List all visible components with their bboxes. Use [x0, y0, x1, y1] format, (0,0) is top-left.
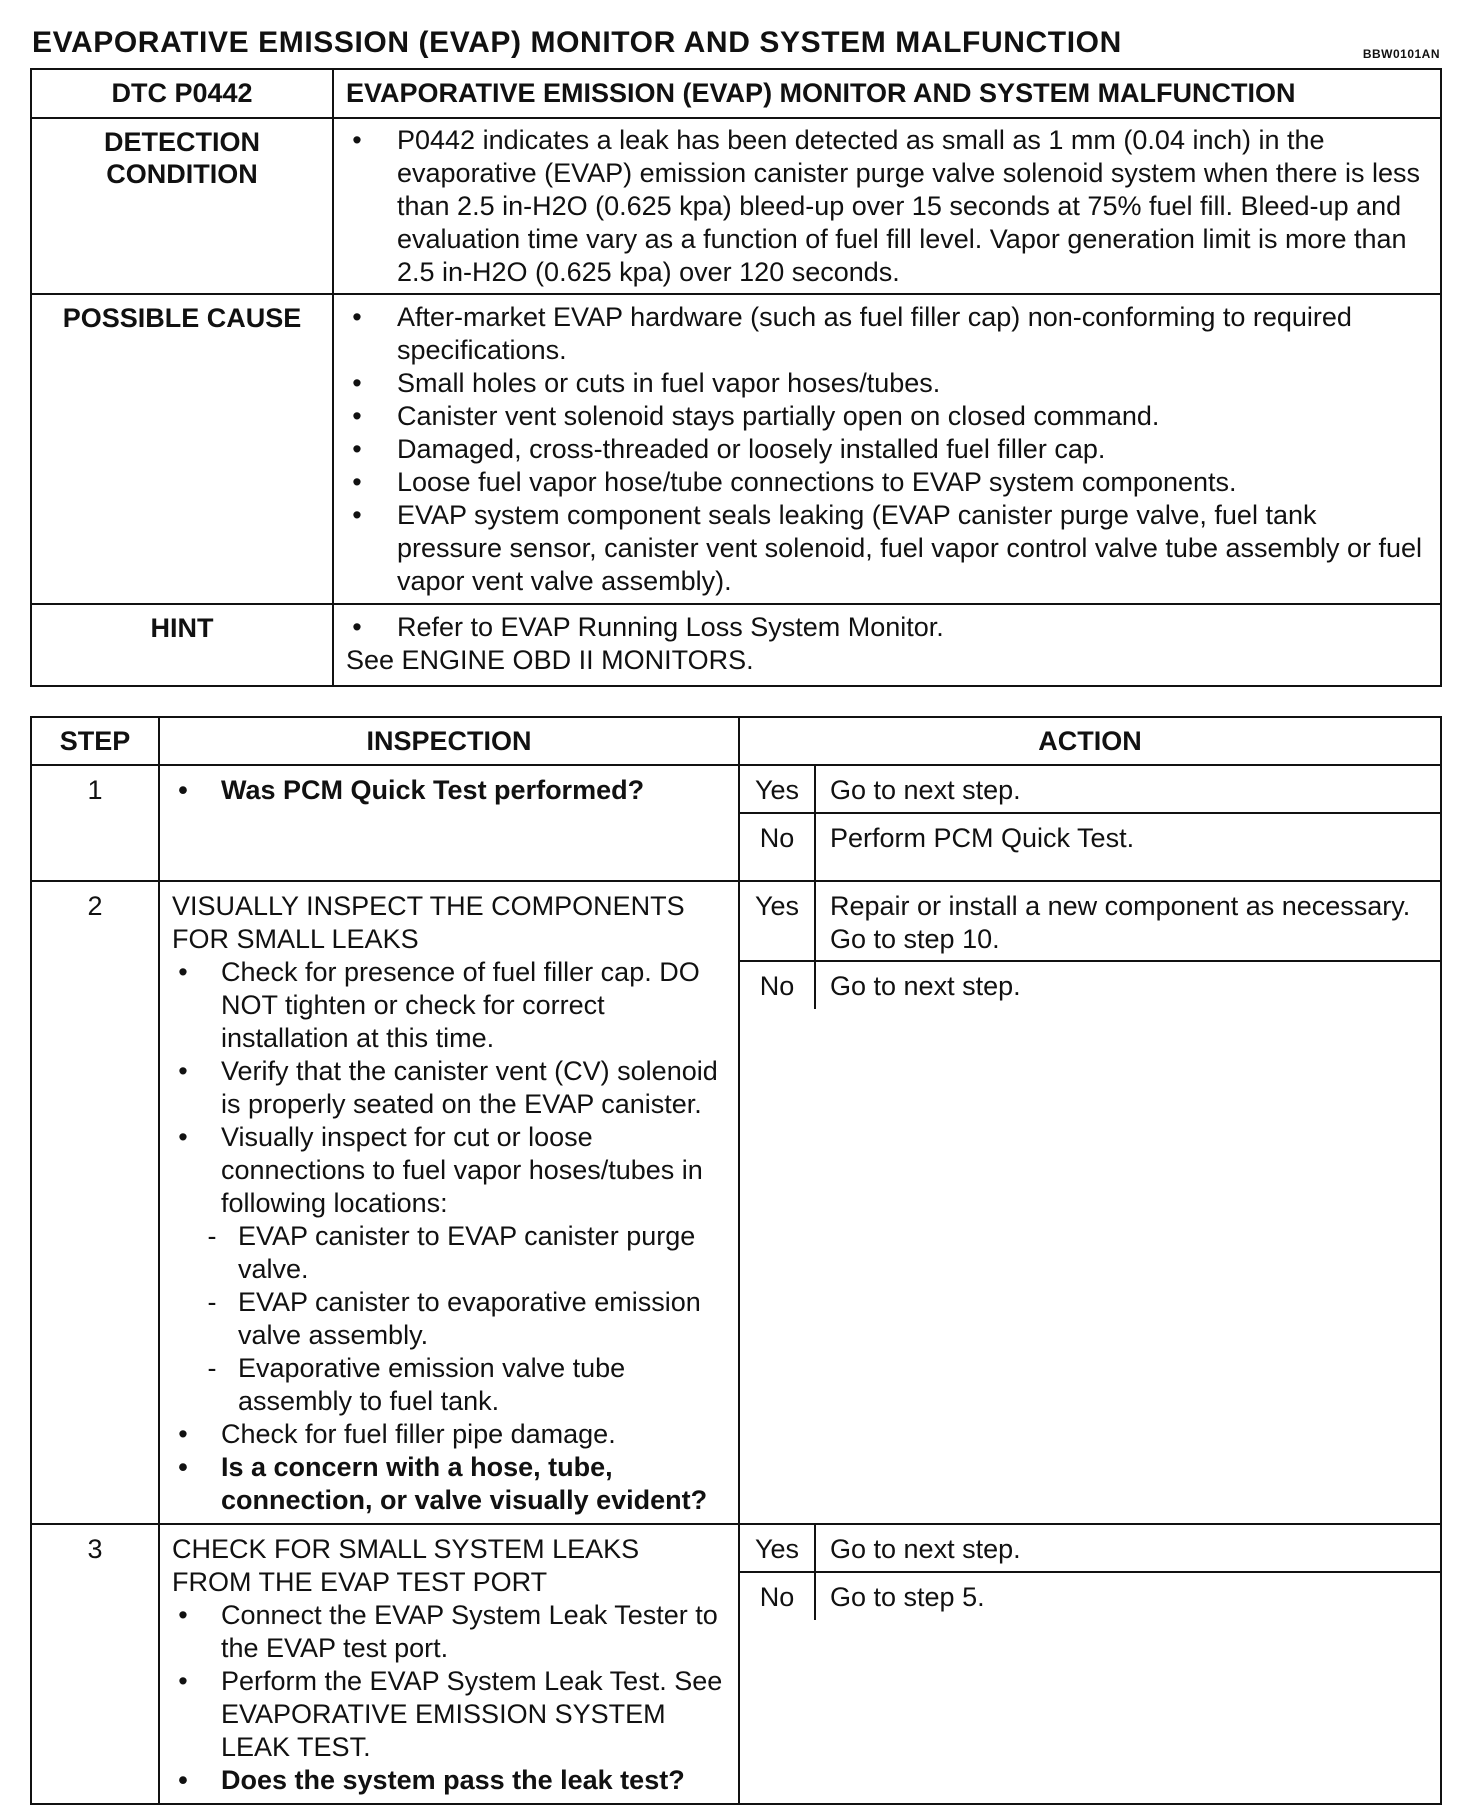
yes-label: Yes [740, 882, 816, 960]
step-heading: VISUALLY INSPECT THE COMPONENTS FOR SMALL LEAKS [172, 891, 685, 954]
step-item [172, 1121, 726, 1418]
step-question: • Was PCM Quick Test performed? [172, 774, 726, 807]
no-label: No [740, 1573, 816, 1620]
dtc-code: DTC P0442 [31, 69, 333, 118]
no-action: Go to step 5. [830, 1582, 985, 1612]
step-item: • Perform the EVAP System Leak Test. See EVAPORATIVE EMISSION SYSTEM LEAK TEST. [172, 1665, 726, 1764]
step-item-text: Visually inspect for cut or loose connections to fuel vapor hoses/tubes in following locations: [221, 1122, 703, 1218]
dtc-title-row [31, 69, 1441, 118]
steps-header-row [31, 717, 1441, 765]
inspection-steps-table [30, 716, 1442, 1805]
cause-item: • Loose fuel vapor hose/tube connections to EVAP system components. [346, 466, 1428, 499]
step-row-1 [31, 765, 1441, 881]
dtc-info-table [30, 68, 1442, 687]
page-title: EVAPORATIVE EMISSION (EVAP) MONITOR AND SYSTEM MALFUNCTION [32, 26, 1122, 59]
yes-label: Yes [740, 766, 816, 812]
cause-item: • EVAP system component seals leaking (EVAP canister purge valve, fuel tank pressure sensor, canister vent solenoid, fuel vapor control valve tube assembly or fuel vapor vent valve assembly). [346, 499, 1428, 598]
dtc-title: EVAPORATIVE EMISSION (EVAP) MONITOR AND SYSTEM MALFUNCTION [333, 69, 1441, 118]
col-action-header: ACTION [739, 717, 1441, 765]
hint-row [31, 604, 1441, 686]
no-action: Perform PCM Quick Test. [830, 823, 1135, 853]
sub-item: - Evaporative emission valve tube assembly to fuel tank. [204, 1352, 726, 1418]
step-item: • Check for fuel filler pipe damage. [172, 1418, 726, 1451]
step-question: • Is a concern with a hose, tube, connection, or valve visually evident? [172, 1451, 726, 1517]
step-question: • Does the system pass the leak test? [172, 1764, 726, 1797]
step-item: • Check for presence of fuel filler cap. DO NOT tighten or check for correct installation at this time. [172, 956, 726, 1055]
yes-label: Yes [740, 1525, 816, 1571]
hint-item: • Refer to EVAP Running Loss System Monitor. [346, 611, 1428, 644]
yes-action: Go to next step. [830, 775, 1021, 805]
figure-code: BBW0101AN [1362, 47, 1440, 61]
cause-item: • After-market EVAP hardware (such as fuel filler cap) non-conforming to required specifications. [346, 301, 1428, 367]
col-step-header: STEP [31, 717, 159, 765]
sub-item: - EVAP canister to EVAP canister purge valve. [204, 1220, 726, 1286]
hint-label: HINT [31, 604, 333, 686]
yes-action: Go to next step. [830, 1534, 1021, 1564]
step-item: • Verify that the canister vent (CV) solenoid is properly seated on the EVAP canister. [172, 1055, 726, 1121]
step-row-3 [31, 1524, 1441, 1804]
step-heading: CHECK FOR SMALL SYSTEM LEAKS FROM THE EVAP TEST PORT [172, 1534, 640, 1597]
step-number: 1 [31, 765, 159, 881]
step-number: 3 [31, 1524, 159, 1804]
no-action: Go to next step. [830, 971, 1021, 1001]
sub-item: - EVAP canister to evaporative emission valve assembly. [204, 1286, 726, 1352]
no-label: No [740, 814, 816, 880]
page-header [30, 22, 1440, 62]
col-inspection-header: INSPECTION [159, 717, 739, 765]
detection-condition-text: • P0442 indicates a leak has been detected as small as 1 mm (0.04 inch) in the evaporative (EVAP) emission canister purge valve solenoid system when there is less than 2.5 in-H2O (0.625 kpa) bleed-up over 15 seconds at 75% fuel fill. Bleed-up and evaluation time vary as a function of fuel fill level. Vapor generation limit is more than 2.5 in-H2O (0.625 kpa) over 120 seconds. [346, 124, 1428, 289]
cause-item: • Small holes or cuts in fuel vapor hoses/tubes. [346, 367, 1428, 400]
yes-action: Repair or install a new component as necessary. Go to step 10. [830, 891, 1411, 954]
cause-item: • Canister vent solenoid stays partially open on closed command. [346, 400, 1428, 433]
hint-note: See ENGINE OBD II MONITORS. [346, 645, 754, 675]
step-number: 2 [31, 881, 159, 1524]
step-row-2 [31, 881, 1441, 1524]
detection-label: DETECTION CONDITION [31, 118, 333, 294]
possible-cause-label: POSSIBLE CAUSE [31, 294, 333, 604]
cause-item: • Damaged, cross-threaded or loosely installed fuel filler cap. [346, 433, 1428, 466]
step-item: • Connect the EVAP System Leak Tester to the EVAP test port. [172, 1599, 726, 1665]
no-label: No [740, 962, 816, 1009]
possible-cause-row [31, 294, 1441, 604]
detection-row [31, 118, 1441, 294]
